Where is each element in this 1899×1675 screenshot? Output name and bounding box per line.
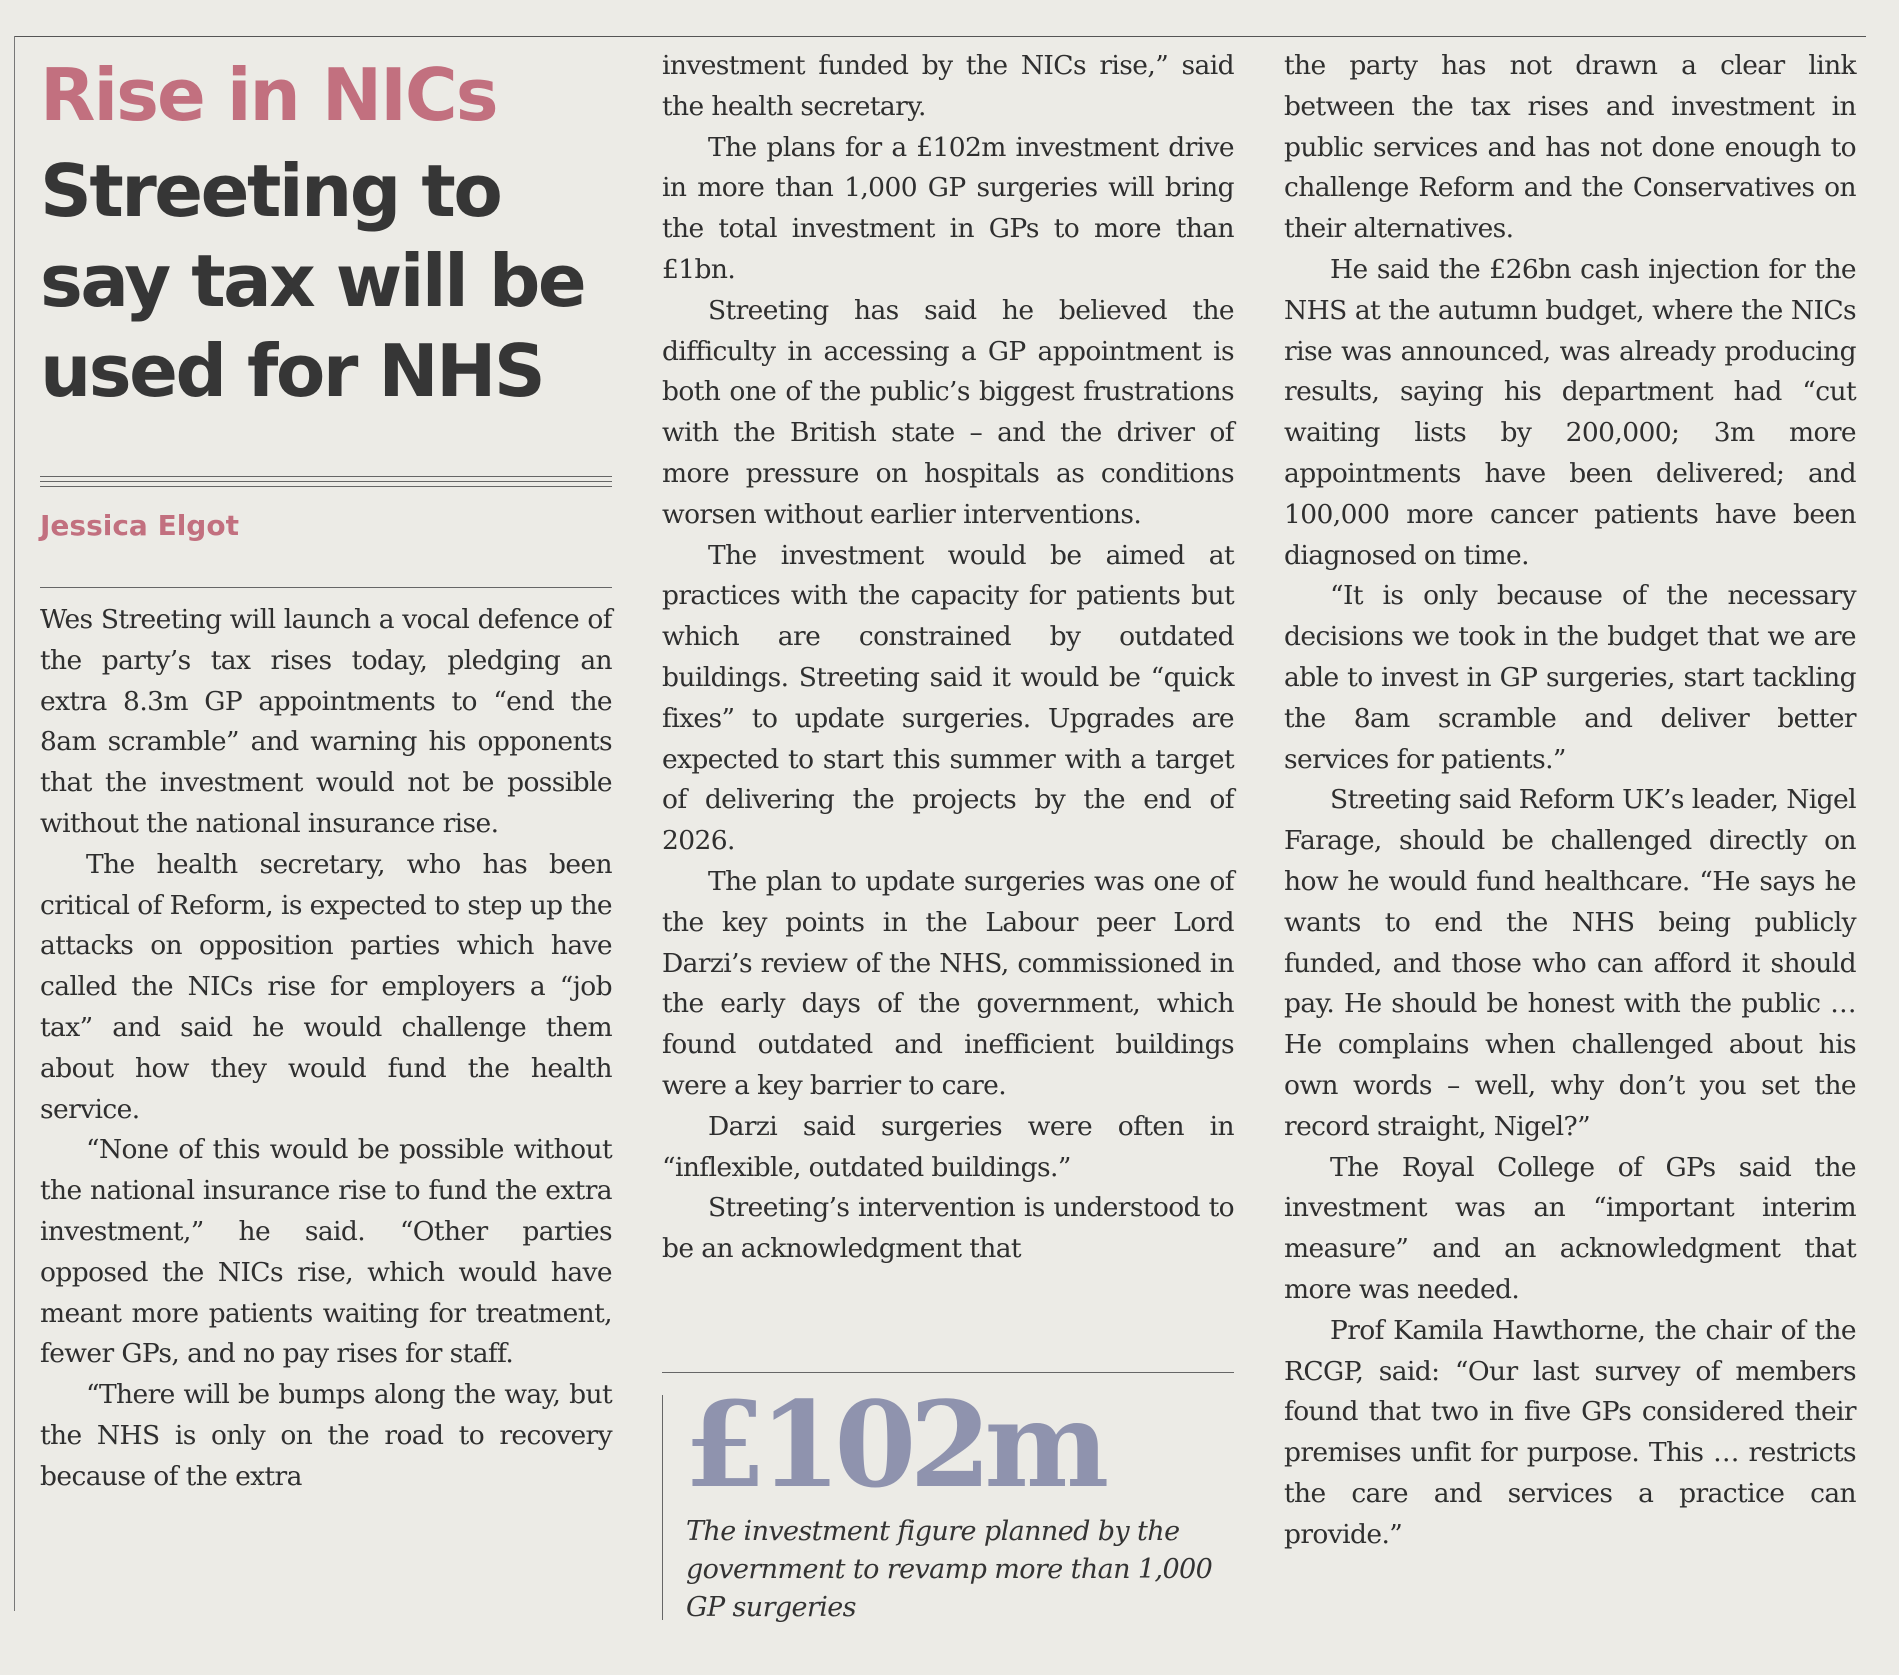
paragraph: “There will be bumps along the way, but the NHS is only on the road to recovery because of the extra bbox=[40, 1379, 612, 1492]
pull-quote-caption: The investment figure planned by the government to revamp more than 1,000 GP surgeries bbox=[686, 1516, 1213, 1623]
paragraph: The Royal College of GPs said the investment was an “important interim measure” and an acknowledgment that more was needed. bbox=[1284, 1151, 1856, 1305]
paragraph: He said the £26bn cash injection for the NHS at the autumn budget, where the NICs rise was announced, was already producing results, saying his department had “cut waiting lists by 200,000; 3m more appointments have been delivered; and 100,000 more cancer patients have been diagnosed on time. bbox=[1284, 253, 1856, 571]
column-2 bbox=[662, 46, 1234, 1270]
headline-divider bbox=[40, 476, 612, 487]
paragraph: Darzi said surgeries were often in “inflexible, outdated buildings.” bbox=[662, 1110, 1234, 1183]
pull-quote-rule bbox=[662, 1395, 663, 1620]
headline: Streeting to say tax will be used for NHS bbox=[40, 149, 585, 413]
paragraph: Wes Streeting will launch a vocal defence of the party’s tax rises today, pledging an extra 8.3m GP appointments to “end the 8am scramble” and warning his opponents that the investment would not be possible without the national insurance rise. bbox=[40, 604, 612, 839]
column-1 bbox=[40, 52, 612, 1498]
paragraph: The plans for a £102m investment drive in more than 1,000 GP surgeries will bring the total investment in GPs to more than £1bn. bbox=[662, 131, 1234, 285]
paragraph: the party has not drawn a clear link between the tax rises and investment in public services and has not done enough to challenge Reform and the Conservatives on their alternatives. bbox=[1284, 50, 1856, 245]
kicker: Rise in NICs bbox=[40, 53, 497, 137]
paragraph: The plan to update surgeries was one of the key points in the Labour peer Lord Darzi’s review of the NHS, commissioned in the early days of the government, which found outdated and inefficient buildings were a key barrier to care. bbox=[662, 865, 1234, 1101]
paragraph: Streeting has said he believed the difficulty in accessing a GP appointment is both one of the public’s biggest frustrations with the British state – and the driver of more pressure on hospitals as conditions worsen without earlier interventions. bbox=[662, 294, 1234, 530]
paragraph: The health secretary, who has been critical of Reform, is expected to step up the attacks on opposition parties which have called the NICs rise for employers a “job tax” and said he would challenge them about how they would fund the health service. bbox=[40, 848, 612, 1125]
byline-divider bbox=[40, 587, 612, 588]
paragraph: Streeting said Reform UK’s leader, Nigel Farage, should be challenged directly on how he would fund healthcare. “He says he wants to end the NHS being publicly funded, and those who can afford it should pay. He should be honest with the public … He complains when challenged about his own words – well, why don’t you set the record straight, Nigel?” bbox=[1284, 784, 1856, 1142]
top-rule bbox=[14, 36, 1866, 37]
paragraph: investment funded by the NICs rise,” said the health secretary. bbox=[662, 50, 1234, 122]
paragraph: Streeting’s intervention is understood to be an acknowledgment that bbox=[662, 1192, 1234, 1265]
pull-quote bbox=[662, 1372, 1234, 1627]
byline: Jessica Elgot bbox=[40, 509, 239, 542]
left-column-rule bbox=[14, 36, 15, 1611]
paragraph: “None of this would be possible without the national insurance rise to fund the extra investment,” he said. “Other parties opposed the NICs rise, which would have meant more patients waiting for treatment, fewer GPs, and no pay rises for staff. bbox=[40, 1134, 612, 1370]
column-3 bbox=[1284, 46, 1856, 1555]
paragraph: The investment would be aimed at practices with the capacity for patients but which are constrained by outdated buildings. Streeting said it would be “quick fixes” to update surgeries. Upgrades are expected to start this summer with a target of delivering the projects by the end of 2026. bbox=[662, 539, 1234, 857]
pull-quote-figure: £102m bbox=[684, 1375, 1103, 1514]
paragraph: Prof Kamila Hawthorne, the chair of the RCGP, said: “Our last survey of members found that two in five GPs considered their premises unfit for purpose. This … restricts the care and services a practice can provide.” bbox=[1284, 1314, 1856, 1550]
paragraph: “It is only because of the necessary decisions we took in the budget that we are able to invest in GP surgeries, start tackling the 8am scramble and deliver better services for patients.” bbox=[1284, 580, 1856, 775]
